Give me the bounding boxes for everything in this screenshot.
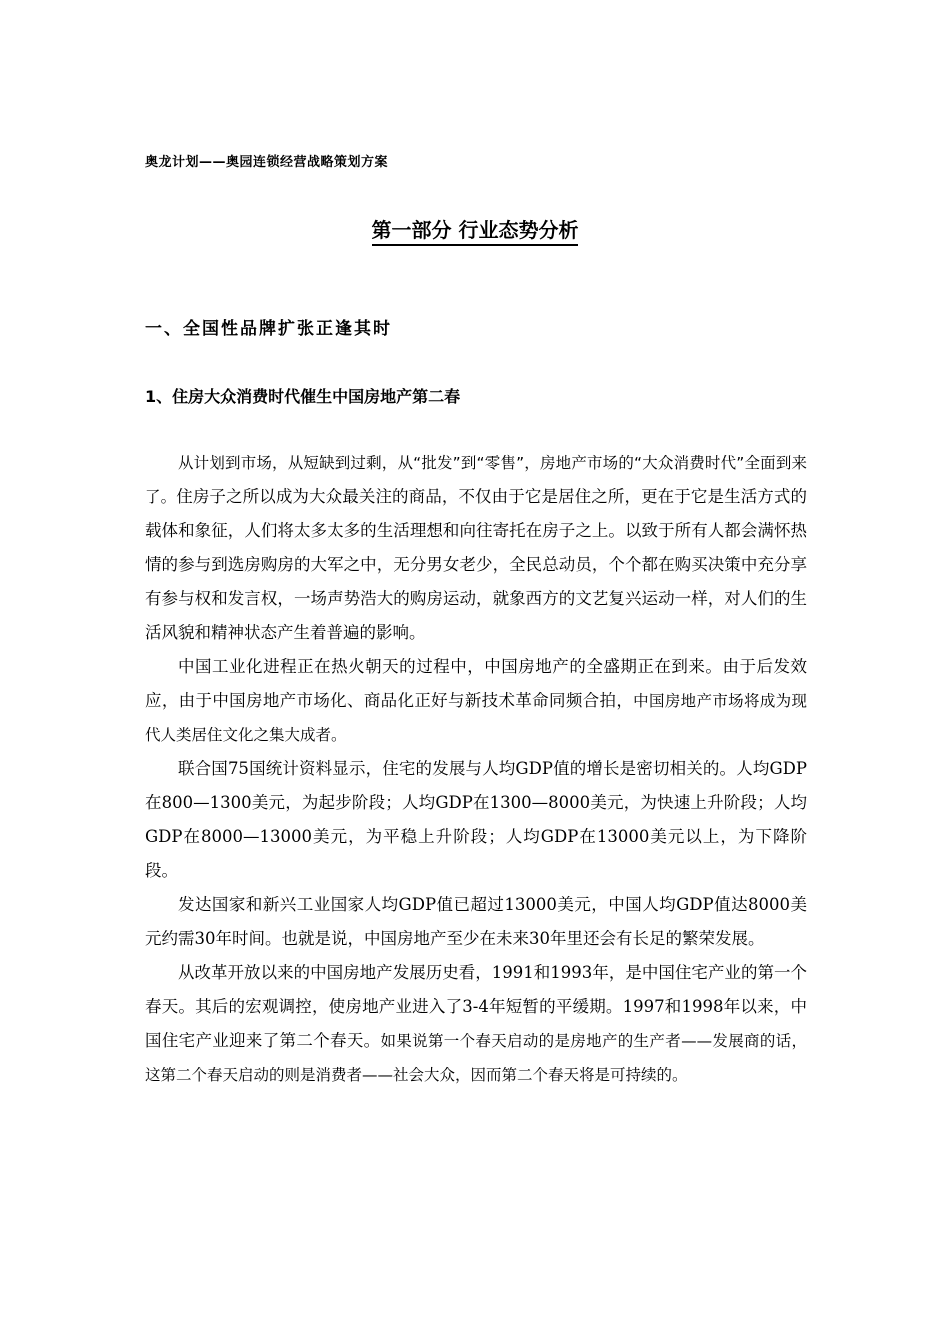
section-heading: 一、全国性品牌扩张正逢其时 — [145, 319, 392, 339]
paragraph-5-text: 从改革开放以来的中国房地产发展历史看，1991和1993年，是中国住宅产业的第一个春天。其后的宏观调控，使房地产业进入了3-4年短暂的平缓期。1997和1998年以来，中国住宅产业迎来了第二个春天。 — [145, 963, 807, 1050]
paragraph-5-bold-tail: 如果说第一个春天启动的是房地产的生产者——发展商的话，这第二个春天启动的则是消费者——社会大众，因而第二个春天将是可持续的。 — [145, 1032, 807, 1084]
running-header: 奥龙计划——奥园连锁经营战略策划方案 — [145, 155, 389, 170]
subsection-heading: 1、住房大众消费时代催生中国房地产第二春 — [145, 387, 461, 406]
paragraph-3: 联合国75国统计资料显示，住宅的发展与人均GDP值的增长是密切相关的。人均GDP在800—1300美元，为起步阶段；人均GDP在1300—8000美元，为快速上升阶段；人均GDP在8000—13000美元，为平稳上升阶段；人均GDP在13000美元以上，为下降阶段。 — [145, 759, 807, 880]
paragraph-2-text: 中国工业化进程正在热火朝天的过程中，中国房地产的全盛期正在到来。由于后发效应，由于中国房地产市场化、商品化正好与新技术革命同频合拍， — [145, 657, 807, 710]
paragraph-1-rest: 住房子之所以成为大众最关注的商品，不仅由于它是居住之所，更在于它是生活方式的载体和象征，人们将太多太多的生活理想和向往寄托在房子之上。以致于所有人都会满怀热情的参与到选房购房的大军之中，无分男女老少，全民总动员，个个都在购买决策中充分享有参与权和发言权，一场声势浩大的购房运动，就象西方的文艺复兴运动一样，对人们的生活风貌和精神状态产生着普遍的影响。 — [145, 487, 807, 642]
paragraph-5 — [145, 956, 807, 1092]
part-title-text: 第一部分 行业态势分析 — [372, 218, 579, 246]
paragraph-2 — [145, 650, 807, 752]
paragraph-1 — [145, 446, 807, 650]
part-title — [0, 214, 950, 243]
paragraph-4: 发达国家和新兴工业国家人均GDP值已超过13000美元，中国人均GDP值达8000美元约需30年时间。也就是说，中国房地产至少在未来30年里还会有长足的繁荣发展。 — [145, 895, 807, 948]
body-text — [145, 446, 807, 1092]
paragraph-2-bold-tail: 中国房地产市场将成为现代人类居住文化之集大成者。 — [145, 692, 807, 744]
paragraph-1-bold-lead: 从计划到市场，从短缺到过剩，从“批发”到“零售”，房地产市场的“大众消费时代”全面到来了。 — [145, 454, 807, 506]
